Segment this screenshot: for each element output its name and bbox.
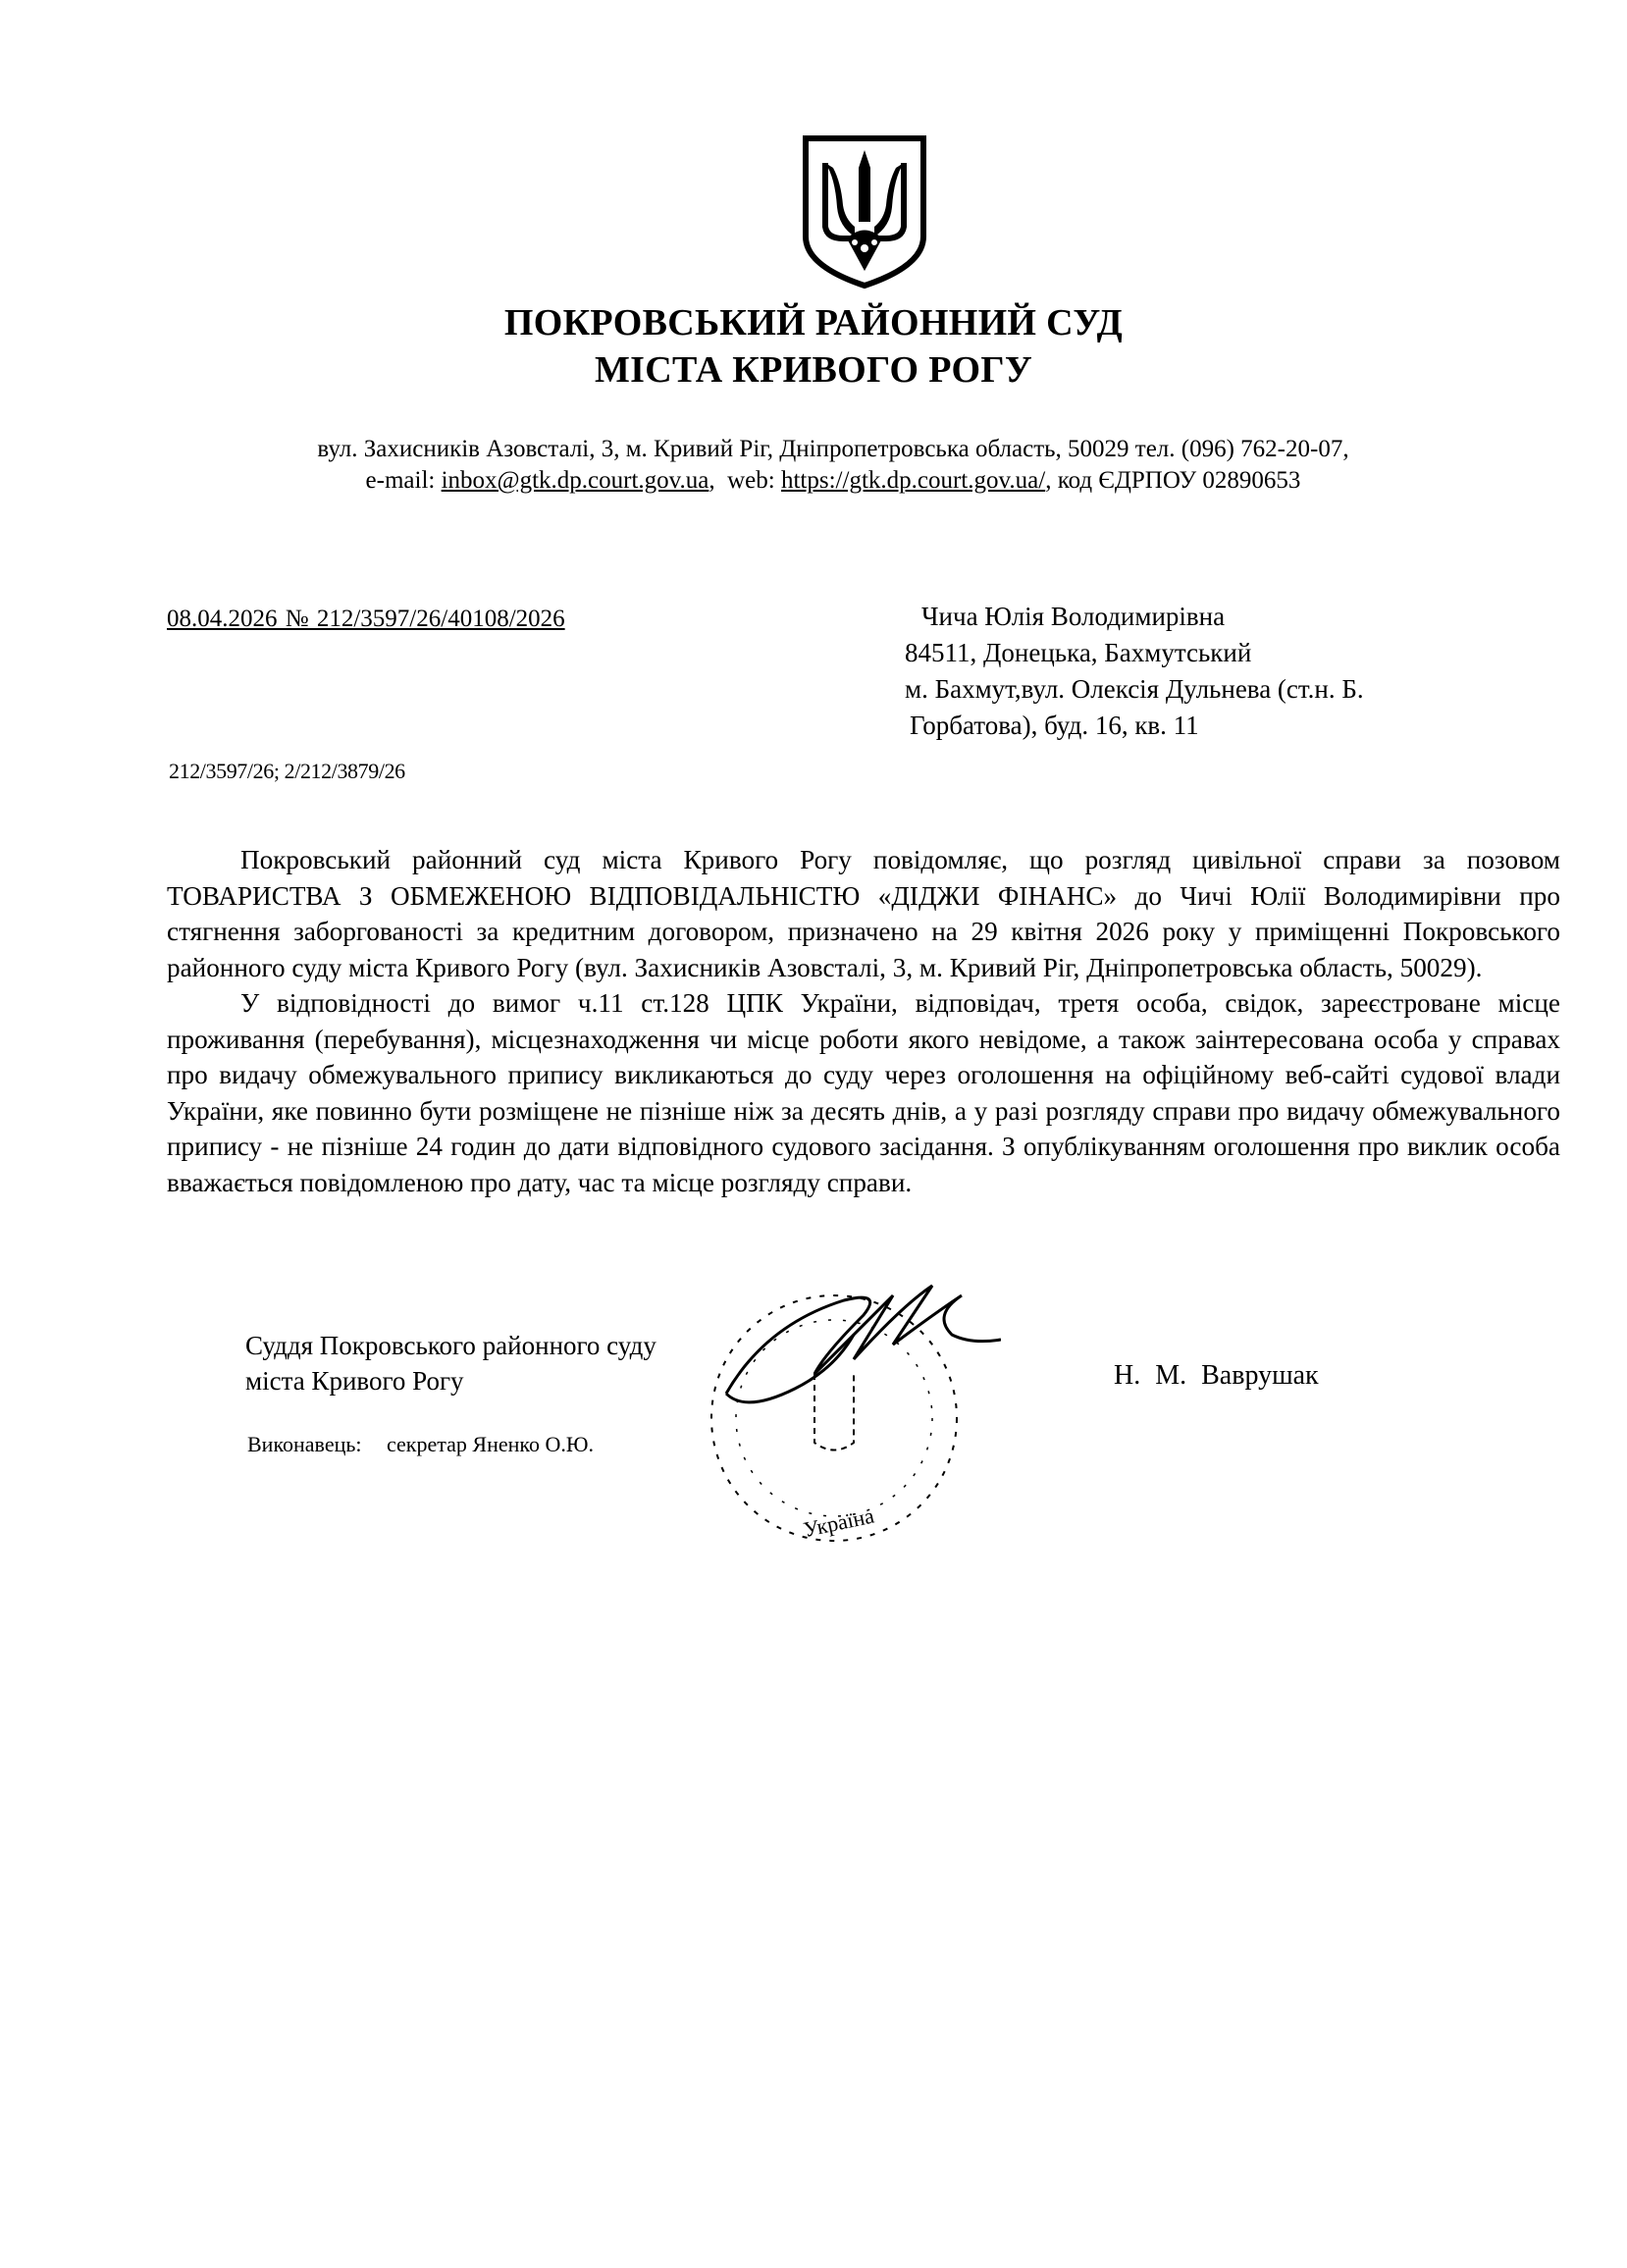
web-link[interactable]: https://gtk.dp.court.gov.ua/ bbox=[780, 467, 1046, 494]
court-name-line2: МІСТА КРИВОГО РОГУ bbox=[594, 349, 1033, 391]
body-paragraph-2: У відповідності до вимог ч.11 ст.128 ЦПК України, відповідач, третя особа, свідок, зареєстроване місце проживання (перебування), місцезнаходження чи місце роботи якого невідоме, а також заінтересована особа у справах про видачу обмежувального припису викликаються до суду через оголошення на офіційному веб-сайті судової влади України, яке повинно бути розміщене не пізніше ніж за десять днів, а у разі розгляду справи про видачу обмежувального припису - не пізніше 24 годин до дати відповідного судового засідання. З опублікуванням оголошення про виклик особа вважається повідомленою про дату, час та місце розгляду справи. bbox=[167, 988, 1560, 1197]
case-numbers: 212/3597/26; 2/212/3879/26 bbox=[169, 759, 405, 783]
court-contacts: e-mail: inbox@gtk.dp.court.gov.ua, web: https://gtk.dp.court.gov.ua/, код ЄДРПОУ 02890653 bbox=[365, 467, 1301, 494]
judge-name: Н. М. Ваврушак bbox=[1114, 1360, 1319, 1391]
judge-title-line2: міста Кривого Рогу bbox=[245, 1366, 464, 1396]
executor-label: Виконавець: bbox=[247, 1432, 362, 1456]
recipient-address-line2: м. Бахмут,вул. Олексія Дульнева (ст.н. Б. bbox=[905, 674, 1364, 704]
edrpou-code: , код ЄДРПОУ 02890653 bbox=[1045, 467, 1301, 494]
notice-body bbox=[167, 842, 1560, 1200]
court-name-line1: ПОКРОВСЬКИЙ РАЙОННИЙ СУД bbox=[503, 302, 1124, 343]
court-address: вул. Захисників Азовсталі, 3, м. Кривий Ріг, Дніпропетровська область, 50029 тел. (096) 762-20-07, bbox=[317, 436, 1349, 462]
web-label: web: bbox=[727, 467, 775, 494]
judge-title bbox=[245, 1328, 656, 1398]
recipient-address-line1: 84511, Донецька, Бахмутський bbox=[905, 638, 1252, 667]
executor-name: секретар Яненко О.Ю. bbox=[387, 1432, 594, 1456]
recipient-address-line3: Горбатова), буд. 16, кв. 11 bbox=[910, 711, 1199, 740]
outgoing-reference: 08.04.2026 № 212/3597/26/40108/2026 bbox=[167, 606, 565, 632]
handwritten-signature-icon bbox=[707, 1276, 1001, 1443]
recipient-block bbox=[905, 599, 1364, 744]
body-paragraph-1: Покровський районний суд міста Кривого Рогу повідомляє, що розгляд цивільної справи за позовом ТОВАРИСТВА З ОБМЕЖЕНОЮ ВІДПОВІДАЛЬНІСТЮ «ДІДЖИ ФІНАНС» до Чичі Юлії Володимирівни про стягнення заборгованості за кредитним договором, призначено на 29 квітня 2026 року у приміщенні Покровського районного суду міста Кривого Рогу (вул. Захисників Азовсталі, 3, м. Кривий Ріг, Дніпропетровська область, 50029). bbox=[167, 845, 1560, 982]
executor-line bbox=[247, 1432, 594, 1457]
stamp-text: Україна bbox=[801, 1503, 876, 1543]
recipient-name: Чича Юлія Володимирівна bbox=[921, 602, 1226, 631]
judge-title-line1: Суддя Покровського районного суду bbox=[245, 1331, 656, 1360]
trident-coat-of-arms-icon bbox=[796, 129, 933, 290]
email-link[interactable]: inbox@gtk.dp.court.gov.ua bbox=[441, 467, 709, 494]
email-label: e-mail: bbox=[365, 467, 436, 494]
